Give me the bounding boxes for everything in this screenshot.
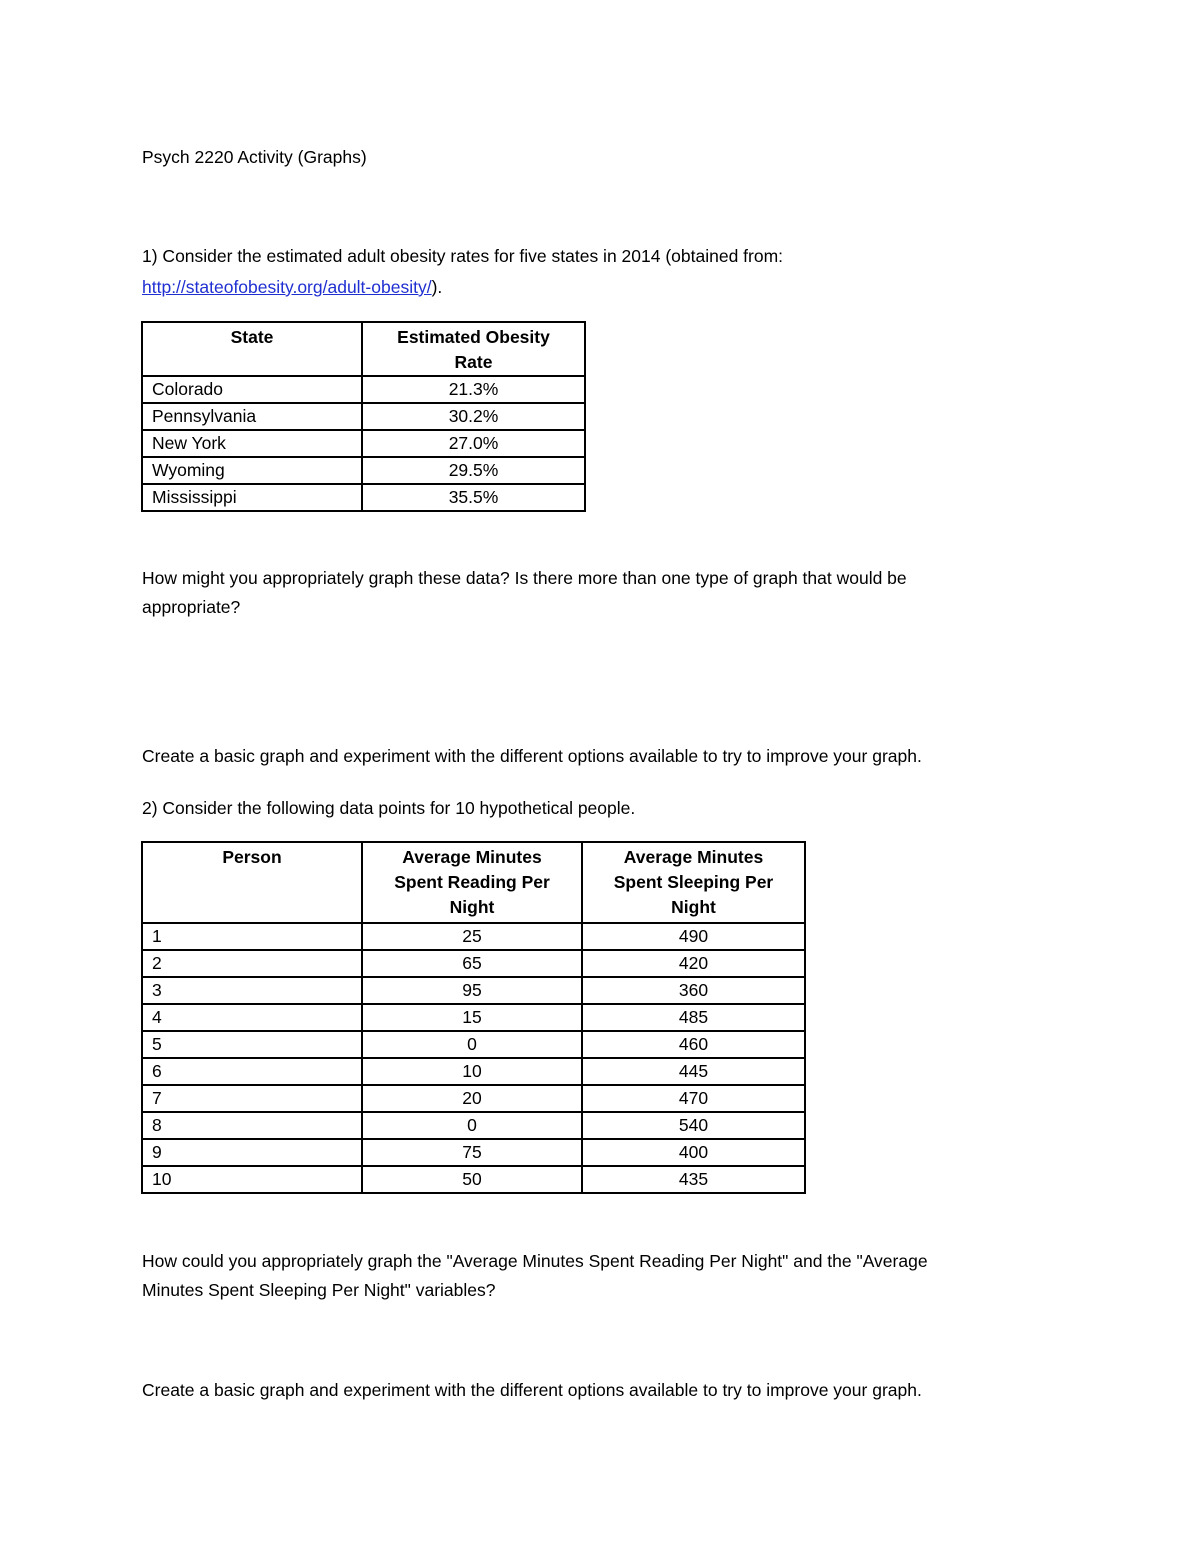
q1-number: 1) (142, 246, 158, 266)
column-header-person: Person (142, 842, 362, 923)
reading-cell: 25 (362, 923, 582, 950)
table-row (142, 403, 585, 430)
reading-cell: 0 (362, 1112, 582, 1139)
table-row (142, 1085, 805, 1112)
sleeping-cell: 400 (582, 1139, 805, 1166)
reading-cell: 10 (362, 1058, 582, 1085)
reading-cell: 50 (362, 1166, 582, 1193)
sleeping-cell: 435 (582, 1166, 805, 1193)
q2-instruction: Create a basic graph and experiment with the different options available to try to improve your graph. (142, 1380, 922, 1400)
q1-instruction: Create a basic graph and experiment with the different options available to try to improve your graph. (142, 746, 922, 766)
source-link[interactable]: http://stateofobesity.org/adult-obesity/ (142, 277, 432, 297)
state-cell: Mississippi (142, 484, 362, 511)
person-cell: 10 (142, 1166, 362, 1193)
document-title: Psych 2220 Activity (Graphs) (142, 147, 367, 167)
person-cell: 7 (142, 1085, 362, 1112)
q1-intro-text: Consider the estimated adult obesity rates for five states in 2014 (obtained from: (157, 246, 784, 266)
rate-cell: 35.5% (362, 484, 585, 511)
source-link-suffix: ). (431, 277, 443, 297)
table-row (142, 1112, 805, 1139)
table-row (142, 457, 585, 484)
table-header-row (142, 842, 805, 923)
sleeping-cell: 445 (582, 1058, 805, 1085)
reading-cell: 0 (362, 1031, 582, 1058)
column-header-obesity-rate: Estimated Obesity Rate (362, 322, 585, 376)
rate-cell: 29.5% (362, 457, 585, 484)
state-cell: Colorado (142, 376, 362, 403)
person-cell: 3 (142, 977, 362, 1004)
table-header-row (142, 322, 585, 376)
person-cell: 1 (142, 923, 362, 950)
table-row (142, 977, 805, 1004)
person-cell: 6 (142, 1058, 362, 1085)
table-row (142, 1004, 805, 1031)
state-cell: Wyoming (142, 457, 362, 484)
reading-cell: 20 (362, 1085, 582, 1112)
q1-intro (142, 245, 783, 267)
reading-cell: 95 (362, 977, 582, 1004)
column-header-reading: Average Minutes Spent Reading Per Night (362, 842, 582, 923)
sleeping-cell: 540 (582, 1112, 805, 1139)
rate-cell: 21.3% (362, 376, 585, 403)
reading-cell: 15 (362, 1004, 582, 1031)
sleeping-cell: 470 (582, 1085, 805, 1112)
reading-sleeping-table (141, 841, 806, 1194)
sleeping-cell: 485 (582, 1004, 805, 1031)
state-cell: Pennsylvania (142, 403, 362, 430)
q1-question-line-2: appropriate? (142, 597, 241, 617)
q1-source-line (142, 276, 442, 298)
table-row (142, 1058, 805, 1085)
table-row (142, 484, 585, 511)
person-cell: 4 (142, 1004, 362, 1031)
reading-cell: 65 (362, 950, 582, 977)
q2-question-line-1: How could you appropriately graph the "Average Minutes Spent Reading Per Night" and the "Average (142, 1251, 928, 1271)
q2-intro: 2) Consider the following data points for 10 hypothetical people. (142, 798, 636, 818)
table-row (142, 1139, 805, 1166)
person-cell: 8 (142, 1112, 362, 1139)
person-cell: 5 (142, 1031, 362, 1058)
rate-cell: 30.2% (362, 403, 585, 430)
obesity-table (141, 321, 586, 512)
rate-cell: 27.0% (362, 430, 585, 457)
q1-question-line-1: How might you appropriately graph these data? Is there more than one type of graph that would be (142, 568, 907, 588)
column-header-sleeping: Average Minutes Spent Sleeping Per Night (582, 842, 805, 923)
q2-question-line-2: Minutes Spent Sleeping Per Night" variables? (142, 1280, 496, 1300)
person-cell: 2 (142, 950, 362, 977)
table-row (142, 376, 585, 403)
table-row (142, 430, 585, 457)
table-row (142, 1166, 805, 1193)
sleeping-cell: 490 (582, 923, 805, 950)
column-header-state: State (142, 322, 362, 376)
person-cell: 9 (142, 1139, 362, 1166)
sleeping-cell: 360 (582, 977, 805, 1004)
sleeping-cell: 460 (582, 1031, 805, 1058)
reading-cell: 75 (362, 1139, 582, 1166)
sleeping-cell: 420 (582, 950, 805, 977)
state-cell: New York (142, 430, 362, 457)
table-row (142, 923, 805, 950)
table-row (142, 950, 805, 977)
table-row (142, 1031, 805, 1058)
